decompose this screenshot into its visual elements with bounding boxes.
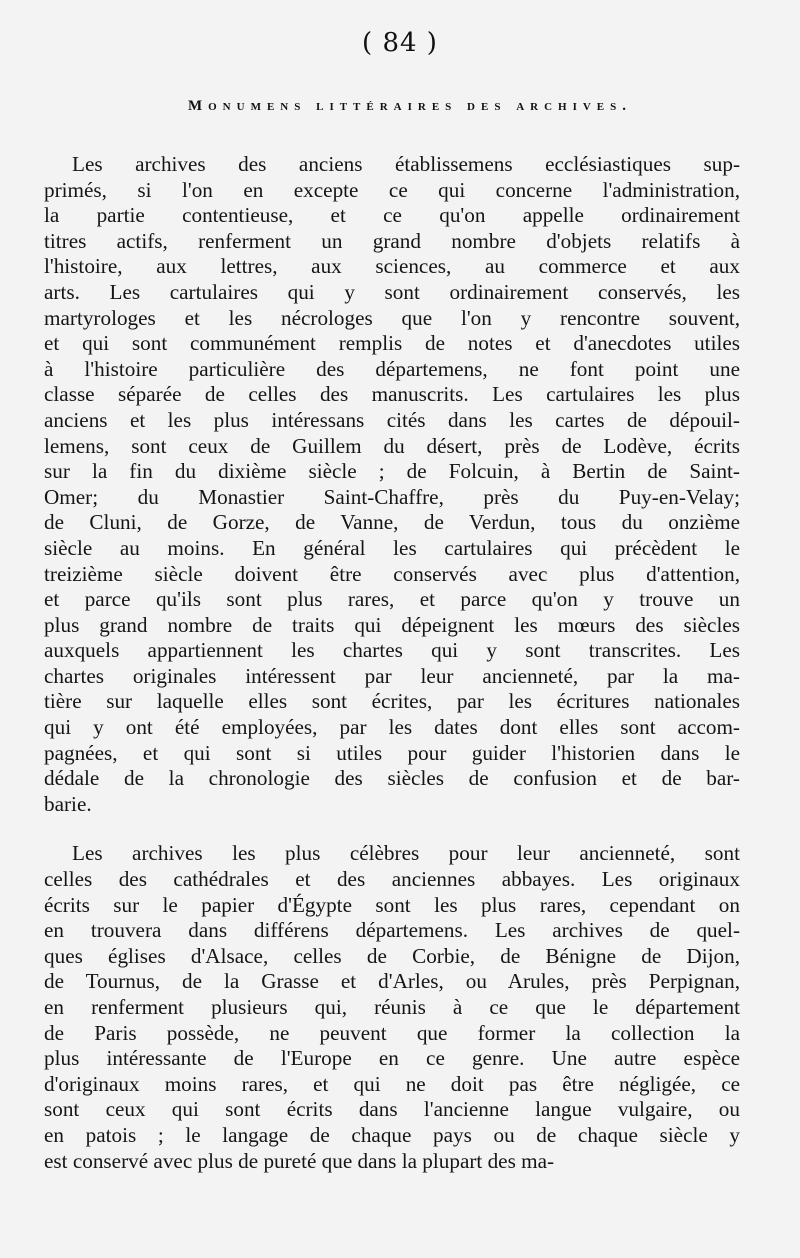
page-number: ( 84 ): [362, 28, 438, 58]
text-line: est conservé avec plus de pureté que dans la plupart des ma-: [44, 1148, 555, 1173]
text-line: et qui sont communément remplis de notes et d'anecdotes utiles: [44, 331, 740, 356]
text-line: de Paris possède, ne peuvent que former la collection la: [44, 1020, 740, 1045]
text-line: auxquels appartiennent les chartes qui y sont transcrites. Les: [44, 638, 740, 663]
text-line: anciens et les plus intéressans cités dans les cartes de dépouil-: [44, 407, 740, 432]
text-line: martyrologes et les nécrologes que l'on y rencontre souvent,: [44, 305, 740, 330]
text-line: sur la fin du dixième siècle ; de Folcuin, à Bertin de Saint-: [44, 459, 740, 484]
text-line: d'originaux moins rares, et qui ne doit pas être négligée, ce: [44, 1071, 740, 1096]
text-line: ques églises d'Alsace, celles de Corbie, de Bénigne de Dijon,: [44, 943, 740, 968]
text-line: écrits sur le papier d'Égypte sont les plus rares, cependant on: [44, 892, 740, 917]
text-line: à l'histoire particulière des départemens, ne font point une: [44, 356, 740, 381]
text-line: sont ceux qui sont écrits dans l'ancienne langue vulgaire, ou: [44, 1097, 740, 1122]
text-line: classe séparée de celles des manuscrits. Les cartulaires les plus: [44, 382, 740, 407]
text-line: Les archives des anciens établissemens ecclésiastiques sup-: [72, 152, 740, 176]
text-line: de Cluni, de Gorze, de Vanne, de Verdun, tous du onzième: [44, 510, 740, 535]
section-heading: Monumens littéraires des archives.: [187, 98, 633, 114]
text-line: qui y ont été employées, par les dates dont elles sont accom-: [44, 715, 740, 740]
paragraph: [44, 841, 740, 1174]
text-line: celles des cathédrales et des anciennes abbayes. Les originaux: [44, 867, 740, 892]
text-line: chartes originales intéressent par leur ancienneté, par la ma-: [44, 663, 740, 688]
text-line: titres actifs, renferment un grand nombre d'objets relatifs à: [44, 228, 740, 253]
text-line: tière sur laquelle elles sont écrites, par les écritures nationales: [44, 689, 740, 714]
text-line: en patois ; le langage de chaque pays ou de chaque siècle y: [44, 1122, 740, 1147]
text-line: pagnées, et qui sont si utiles pour guider l'historien dans le: [44, 740, 740, 765]
text-line: siècle au moins. En général les cartulaires qui précèdent le: [44, 535, 740, 560]
paragraph-gap: [44, 817, 740, 841]
text-line: et parce qu'ils sont plus rares, et parce qu'on y trouve un: [44, 587, 740, 612]
body-text: [44, 152, 740, 1174]
text-line: en renferment plusieurs qui, réunis à ce que le département: [44, 995, 740, 1019]
text-line: primés, si l'on en excepte ce qui concerne l'administration,: [44, 177, 740, 202]
text-line: treizième siècle doivent être conservés avec plus d'attention,: [44, 561, 740, 586]
text-line: dédale de la chronologie des siècles de confusion et de bar-: [44, 766, 740, 791]
text-line: arts. Les cartulaires qui y sont ordinairement conservés, les: [44, 279, 740, 304]
text-line: en trouvera dans différens départemens. Les archives de quel-: [44, 918, 740, 943]
text-line: Les archives les plus célèbres pour leur ancienneté, sont: [72, 841, 740, 866]
text-line: l'histoire, aux lettres, aux sciences, au commerce et aux: [44, 254, 740, 279]
text-line: plus intéressante de l'Europe en ce genre. Une autre espèce: [44, 1046, 740, 1071]
paragraph: [44, 152, 740, 817]
text-line: la partie contentieuse, et ce qu'on appelle ordinairement: [44, 203, 740, 228]
text-line: plus grand nombre de traits qui dépeignent les mœurs des siècles: [44, 612, 740, 637]
text-line: de Tournus, de la Grasse et d'Arles, ou Arules, près Perpignan,: [44, 969, 740, 994]
text-line: barie.: [44, 791, 92, 816]
text-line: Omer; du Monastier Saint-Chaffre, près du Puy-en-Velay;: [44, 484, 740, 509]
text-line: lemens, sont ceux de Guillem du désert, près de Lodève, écrits: [44, 433, 740, 458]
